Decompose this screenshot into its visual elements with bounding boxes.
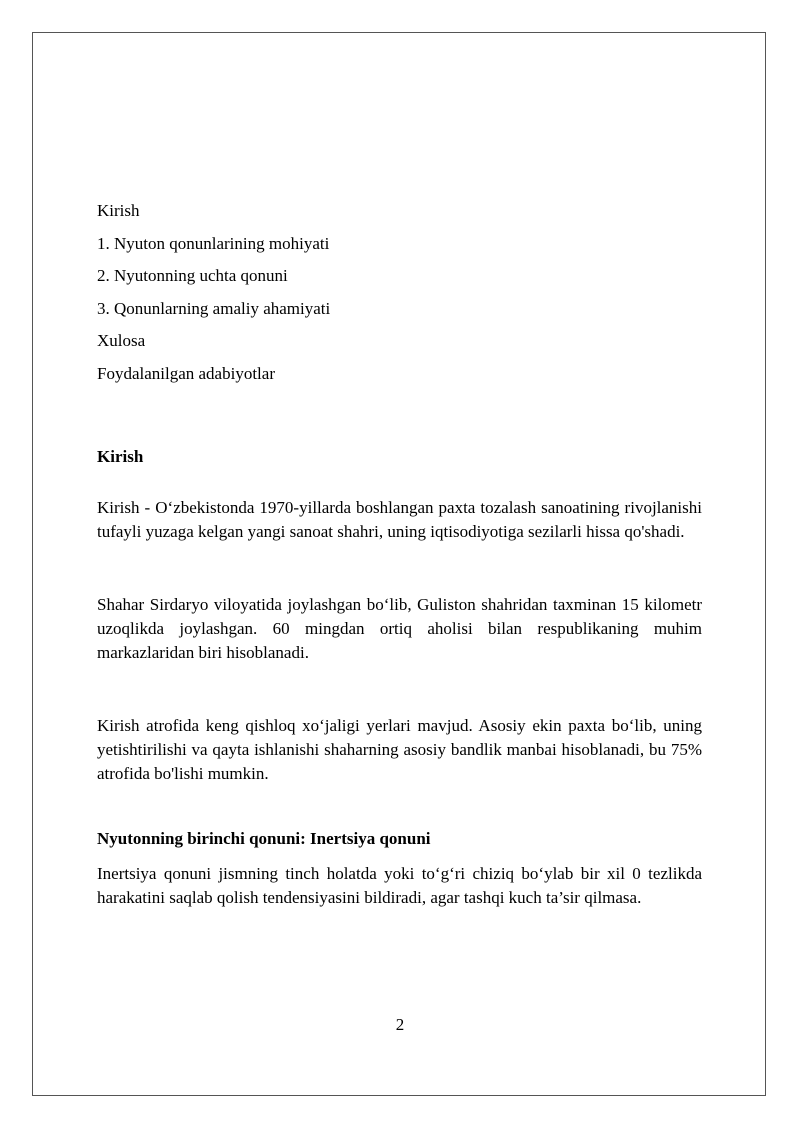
- toc-item-chapter-2: 2. Nyutonning uchta qonuni: [97, 266, 288, 286]
- intro-heading: Kirish: [97, 446, 144, 466]
- intro-paragraph-2: Shahar Sirdaryo viloyatida joylashgan bo‘lib, Guliston shahridan taxminan 15 kilometr uzoqlikda joylashgan. 60 mingdan ortiq aholisi bilan respublikaning muhim markazlaridan biri hisoblanadi.: [97, 594, 702, 662]
- section-heading-inertia: Nyutonning birinchi qonuni: Inertsiya qonuni: [97, 828, 431, 848]
- section-paragraph-inertia: Inertsiya qonuni jismning tinch holatda yoki to‘g‘ri chiziq bo‘ylab bir xil 0 tezlikda harakatini saqlab qolish tendensiyasini bildiradi, agar tashqi kuch ta’sir qilmasa.: [97, 863, 702, 907]
- table-of-contents: [97, 200, 702, 385]
- page-number: 2: [395, 1015, 405, 1034]
- toc-item-intro: Kirish: [97, 201, 140, 220]
- toc-item-chapter-3: 3. Qonunlarning amaliy ahamiyati: [97, 298, 331, 318]
- intro-paragraph-3: Kirish atrofida keng qishloq xo‘jaligi yerlari mavjud. Asosiy ekin paxta bo‘lib, uning yetishtirilishi va qayta ishlanishi shaharning asosiy bandlik manbai hisoblanadi, bu 75% atrofida bo'lishi mumkin.: [97, 715, 702, 783]
- intro-paragraph-1: Kirish - O‘zbekistonda 1970-yillarda boshlangan paxta tozalash sanoatining rivojlanishi tufayli yuzaga kelgan yangi sanoat shahri, uning iqtisodiyotiga sezilarli hissa qo'shadi.: [97, 497, 702, 541]
- toc-item-conclusion: Xulosa: [97, 331, 146, 351]
- toc-item-chapter-1: 1. Nyuton qonunlarining mohiyati: [97, 233, 330, 253]
- document-body: [97, 200, 702, 910]
- toc-item-references: Foydalanilgan adabiyotlar: [97, 363, 275, 383]
